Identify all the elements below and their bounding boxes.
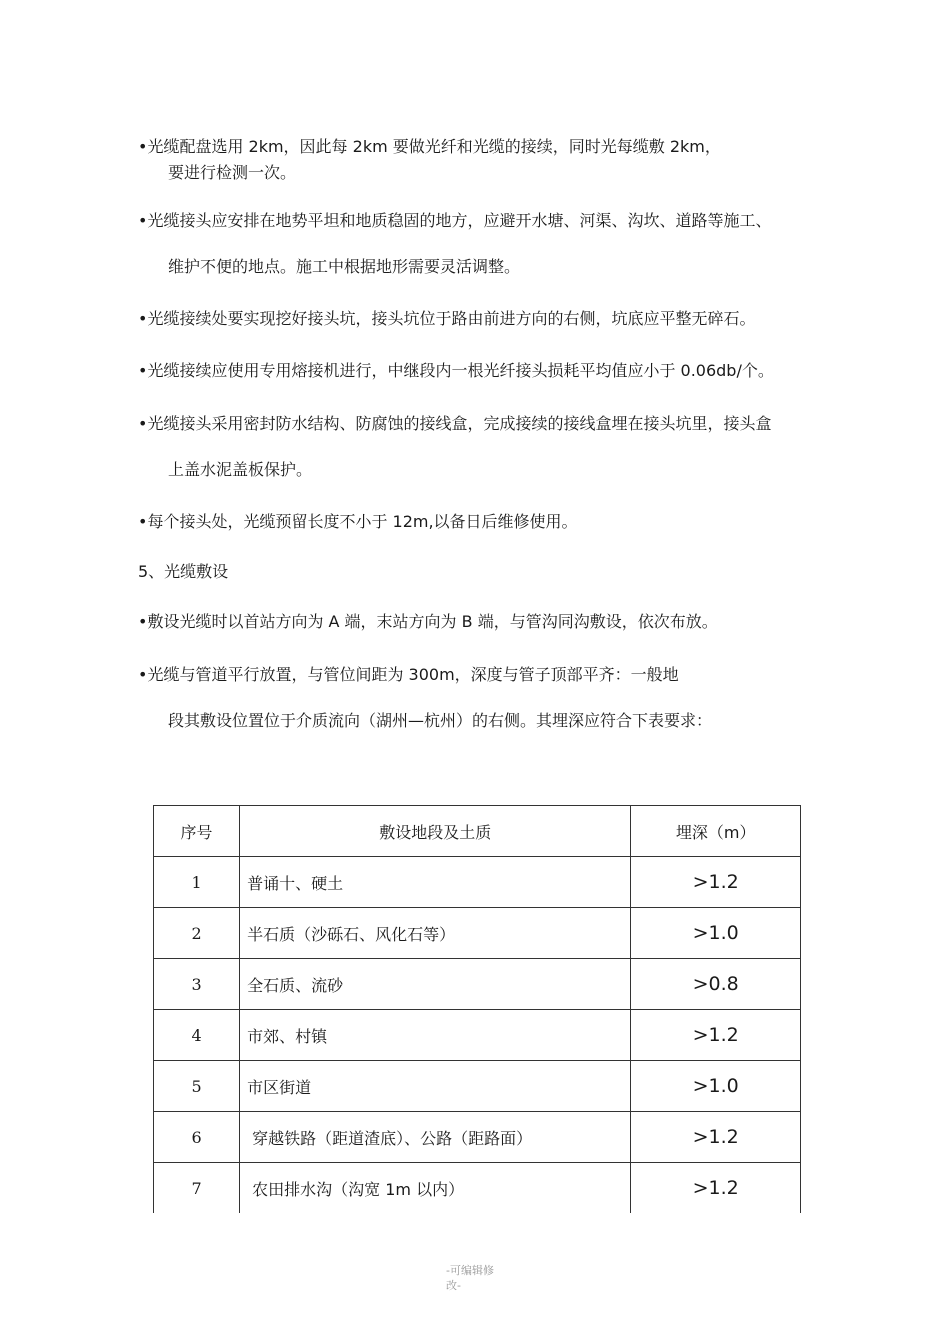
cell-number: 5 bbox=[154, 1061, 240, 1112]
cell-depth: >1.2 bbox=[631, 1163, 801, 1214]
paragraph-line-continued: 段其敷设位置位于介质流向（湖州—杭州）的右侧。其埋深应符合下表要求： bbox=[168, 711, 713, 730]
paragraph-fusion-splicer bbox=[138, 360, 828, 382]
paragraph-line-continued: 维护不便的地点。施工中根据地形需要灵活调整。 bbox=[168, 257, 521, 276]
burial-depth-table bbox=[153, 805, 801, 1213]
paragraph-laying-direction bbox=[138, 611, 828, 633]
cell-number: 6 bbox=[154, 1112, 240, 1163]
page-footer bbox=[446, 1263, 506, 1293]
paragraph-line-continued: 上盖水泥盖板保护。 bbox=[168, 460, 313, 479]
cell-number: 2 bbox=[154, 908, 240, 959]
table-row bbox=[154, 857, 801, 908]
cell-depth: >1.0 bbox=[631, 908, 801, 959]
cell-number: 4 bbox=[154, 1010, 240, 1061]
table-header-row bbox=[154, 806, 801, 857]
cell-depth: >1.2 bbox=[631, 1112, 801, 1163]
cell-location: 市区街道 bbox=[240, 1061, 631, 1112]
paragraph-parallel-placement bbox=[138, 664, 828, 732]
table-row bbox=[154, 1112, 801, 1163]
paragraph-line: •光缆接头采用密封防水结构、防腐蚀的接线盒，完成接续的接线盒埋在接头坑里，接头盒 bbox=[138, 414, 772, 433]
cell-depth: >1.2 bbox=[631, 1010, 801, 1061]
cell-location: 半石质（沙砾石、风化石等） bbox=[240, 908, 631, 959]
cell-location: 普诵十、硬土 bbox=[240, 857, 631, 908]
footer-line: 改- bbox=[446, 1279, 461, 1292]
table-row bbox=[154, 959, 801, 1010]
section-heading: 5、光缆敷设 bbox=[138, 562, 229, 581]
cell-number: 3 bbox=[154, 959, 240, 1010]
paragraph-line: •光缆配盘选用 2km，因此每 2km 要做光纤和光缆的接续，同时光每缆敷 2km， bbox=[138, 137, 721, 156]
cell-location: 全石质、流砂 bbox=[240, 959, 631, 1010]
paragraph-joint-box bbox=[138, 413, 828, 481]
paragraph-line: •光缆接续应使用专用熔接机进行，中继段内一根光纤接头损耗平均值应小于 0.06db/个。 bbox=[138, 361, 774, 380]
table-row bbox=[154, 1010, 801, 1061]
table-row bbox=[154, 1061, 801, 1112]
cell-location: 农田排水沟（沟宽 1m 以内） bbox=[240, 1163, 631, 1214]
footer-line: -可编辑修 bbox=[446, 1264, 494, 1277]
cell-number: 1 bbox=[154, 857, 240, 908]
paragraph-line: •光缆接续处要实现挖好接头坑，接头坑位于路由前进方向的右侧，坑底应平整无碎石。 bbox=[138, 309, 756, 328]
cell-number: 7 bbox=[154, 1163, 240, 1214]
paragraph-joint-location bbox=[138, 210, 828, 278]
cell-depth: >1.0 bbox=[631, 1061, 801, 1112]
paragraph-line: •光缆与管道平行放置，与管位间距为 300m，深度与管子顶部平齐：一般地 bbox=[138, 665, 679, 684]
cell-location: 穿越铁路（距道渣底）、公路（距路面） bbox=[240, 1112, 631, 1163]
paragraph-cable-reel bbox=[138, 136, 828, 184]
paragraph-reserved-length bbox=[138, 511, 828, 533]
cell-depth: >1.2 bbox=[631, 857, 801, 908]
paragraph-line-continued: 要进行检测一次。 bbox=[168, 163, 297, 182]
paragraph-joint-pit bbox=[138, 308, 828, 330]
table-row bbox=[154, 1163, 801, 1214]
table-row bbox=[154, 908, 801, 959]
header-number: 序号 bbox=[154, 806, 240, 857]
header-location: 敷设地段及土质 bbox=[240, 806, 631, 857]
header-depth: 埋深（m） bbox=[631, 806, 801, 857]
paragraph-line: •敷设光缆时以首站方向为 A 端，末站方向为 B 端，与管沟同沟敷设，依次布放。 bbox=[138, 612, 718, 631]
paragraph-line: •每个接头处，光缆预留长度不小于 12m,以备日后维修使用。 bbox=[138, 512, 578, 531]
cell-depth: >0.8 bbox=[631, 959, 801, 1010]
cell-location: 市郊、村镇 bbox=[240, 1010, 631, 1061]
paragraph-line: •光缆接头应安排在地势平坦和地质稳固的地方，应避开水塘、河渠、沟坎、道路等施工、 bbox=[138, 211, 772, 230]
